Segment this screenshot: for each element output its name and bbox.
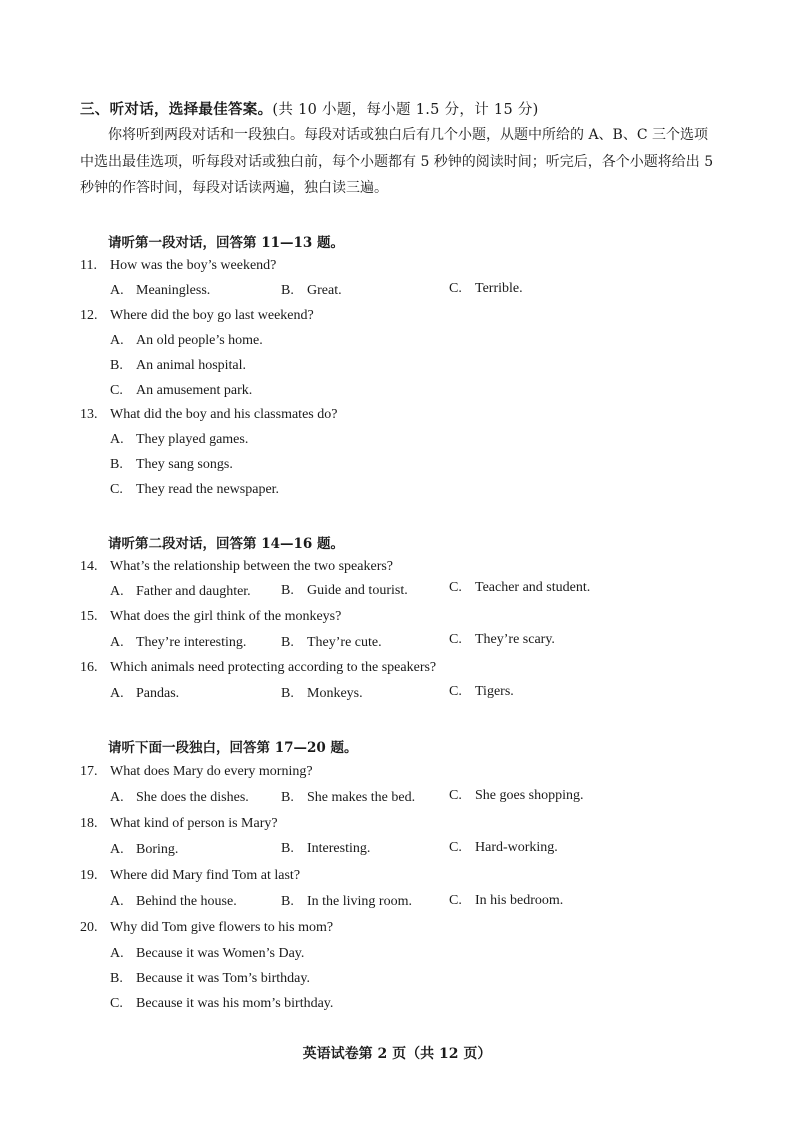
question-text: What kind of person is Mary? xyxy=(110,816,278,831)
instructions-text: 你将听到两段对话和一段独白。每段对话或独白后有几个小题，从题中所给的 A、B、C 三个选项中选出最佳选项，听每段对话或独白前，每个小题都有 5 秒钟的阅读时间；听完后，各个小题将给出 5 秒钟的作答时间，每段对话读两遍，独白读三遍。 xyxy=(80,127,714,196)
option-text: They’re scary. xyxy=(475,632,555,647)
option-text: Pandas. xyxy=(136,686,180,701)
option xyxy=(281,583,408,599)
question xyxy=(80,609,341,625)
option-text: She makes the bed. xyxy=(307,790,416,805)
option-text: They’re cute. xyxy=(307,635,382,650)
option-text: An old people’s home. xyxy=(136,333,263,348)
option-text: Terrible. xyxy=(475,281,523,296)
question-number: 14. xyxy=(80,559,98,574)
section-heading: 三、听对话，选择最佳答案。 xyxy=(80,101,273,118)
option xyxy=(110,283,210,299)
option-letter: C. xyxy=(110,482,123,497)
option-text: An amusement park. xyxy=(136,383,253,398)
question-text: What does the girl think of the monkeys? xyxy=(110,609,342,624)
question xyxy=(80,764,313,780)
option-text: Monkeys. xyxy=(307,686,363,701)
option-letter: B. xyxy=(110,457,123,472)
option-letter: C. xyxy=(449,281,462,296)
group-title: 请听第二段对话，回答第 14—16 题。 xyxy=(108,536,344,552)
question xyxy=(80,407,337,423)
question xyxy=(80,816,278,832)
option-text: Interesting. xyxy=(307,841,371,856)
option xyxy=(281,635,382,651)
option-letter: A. xyxy=(110,842,124,857)
option xyxy=(110,635,246,651)
option xyxy=(110,333,263,349)
option-text: Great. xyxy=(307,283,342,298)
option xyxy=(281,790,415,806)
option xyxy=(449,893,563,909)
option xyxy=(110,432,248,448)
question-text: Where did the boy go last weekend? xyxy=(110,308,314,323)
option-text: She does the dishes. xyxy=(136,790,249,805)
option-text: In the living room. xyxy=(307,894,412,909)
question-number: 20. xyxy=(80,920,98,935)
option xyxy=(281,841,370,857)
option-letter: B. xyxy=(281,841,294,856)
question-text: Where did Mary find Tom at last? xyxy=(110,868,301,883)
section-score: (共 10 小题，每小题 1.5 分，计 15 分) xyxy=(272,102,539,118)
page-footer: 英语试卷第 2 页（共 12 页） xyxy=(302,1046,492,1062)
option xyxy=(110,842,178,858)
question xyxy=(80,308,314,324)
option-text: They read the newspaper. xyxy=(136,482,280,497)
option-letter: A. xyxy=(110,432,124,447)
option xyxy=(449,580,590,596)
question-text: Why did Tom give flowers to his mom? xyxy=(110,920,334,935)
option xyxy=(110,584,251,600)
option xyxy=(110,383,252,399)
question-number: 18. xyxy=(80,816,98,831)
option xyxy=(449,632,555,648)
option-letter: A. xyxy=(110,790,124,805)
option-letter: B. xyxy=(281,283,294,298)
option-letter: C. xyxy=(449,684,462,699)
option xyxy=(110,482,279,498)
option-text: An animal hospital. xyxy=(136,358,247,373)
option-letter: A. xyxy=(110,283,124,298)
option-letter: A. xyxy=(110,686,124,701)
option-letter: C. xyxy=(449,788,462,803)
option-letter: C. xyxy=(110,383,123,398)
option-text: They sang songs. xyxy=(136,457,233,472)
question-number: 15. xyxy=(80,609,98,624)
option-text: Because it was Tom’s birthday. xyxy=(136,971,310,986)
option-letter: C. xyxy=(449,893,462,908)
option xyxy=(281,686,363,702)
group-title: 请听第一段对话，回答第 11—13 题。 xyxy=(108,235,344,251)
question-text: What does Mary do every morning? xyxy=(110,764,313,779)
option-letter: B. xyxy=(110,358,123,373)
option-letter: C. xyxy=(449,632,462,647)
option xyxy=(449,840,558,856)
question-number: 17. xyxy=(80,764,98,779)
section-instructions xyxy=(80,122,720,202)
option-text: Teacher and student. xyxy=(475,580,591,595)
option-letter: A. xyxy=(110,635,124,650)
option-letter: A. xyxy=(110,894,124,909)
question-text: Which animals need protecting according to the speakers? xyxy=(110,660,437,675)
question-number: 13. xyxy=(80,407,98,422)
option xyxy=(110,358,246,374)
question xyxy=(80,920,333,936)
group-title: 请听下面一段独白，回答第 17—20 题。 xyxy=(108,740,358,756)
option xyxy=(449,684,514,700)
option-letter: C. xyxy=(449,840,462,855)
option xyxy=(110,971,310,987)
option xyxy=(110,686,179,702)
option-letter: A. xyxy=(110,946,124,961)
option-letter: C. xyxy=(449,580,462,595)
option xyxy=(110,996,333,1012)
question-number: 19. xyxy=(80,868,98,883)
option-text: In his bedroom. xyxy=(475,893,564,908)
option-letter: B. xyxy=(281,583,294,598)
option-text: Boring. xyxy=(136,842,179,857)
question-number: 11. xyxy=(80,258,97,273)
option-text: Hard-working. xyxy=(475,840,558,855)
option-text: Behind the house. xyxy=(136,894,237,909)
option-text: Because it was his mom’s birthday. xyxy=(136,996,334,1011)
option xyxy=(110,894,237,910)
question-text: What did the boy and his classmates do? xyxy=(110,407,338,422)
question-text: How was the boy’s weekend? xyxy=(110,258,277,273)
question-number: 16. xyxy=(80,660,98,675)
question xyxy=(80,868,300,884)
question-text: What’s the relationship between the two speakers? xyxy=(110,559,394,574)
question xyxy=(80,258,276,274)
option-letter: A. xyxy=(110,584,124,599)
option xyxy=(110,457,233,473)
option-text: Meaningless. xyxy=(136,283,211,298)
option-text: They played games. xyxy=(136,432,249,447)
option xyxy=(449,788,584,804)
option-letter: B. xyxy=(281,894,294,909)
option xyxy=(110,946,304,962)
section-title xyxy=(80,98,539,119)
option xyxy=(449,281,523,297)
option-text: Because it was Women’s Day. xyxy=(136,946,305,961)
option-text: Guide and tourist. xyxy=(307,583,408,598)
question xyxy=(80,660,436,676)
option xyxy=(110,790,249,806)
option-letter: B. xyxy=(281,635,294,650)
option-letter: B. xyxy=(281,686,294,701)
option-text: They’re interesting. xyxy=(136,635,247,650)
option-text: She goes shopping. xyxy=(475,788,584,803)
option-text: Father and daughter. xyxy=(136,584,251,599)
option xyxy=(281,894,412,910)
option-letter: A. xyxy=(110,333,124,348)
option xyxy=(281,283,342,299)
option-letter: C. xyxy=(110,996,123,1011)
option-letter: B. xyxy=(281,790,294,805)
option-letter: B. xyxy=(110,971,123,986)
question-number: 12. xyxy=(80,308,98,323)
question xyxy=(80,559,393,575)
option-text: Tigers. xyxy=(475,684,514,699)
